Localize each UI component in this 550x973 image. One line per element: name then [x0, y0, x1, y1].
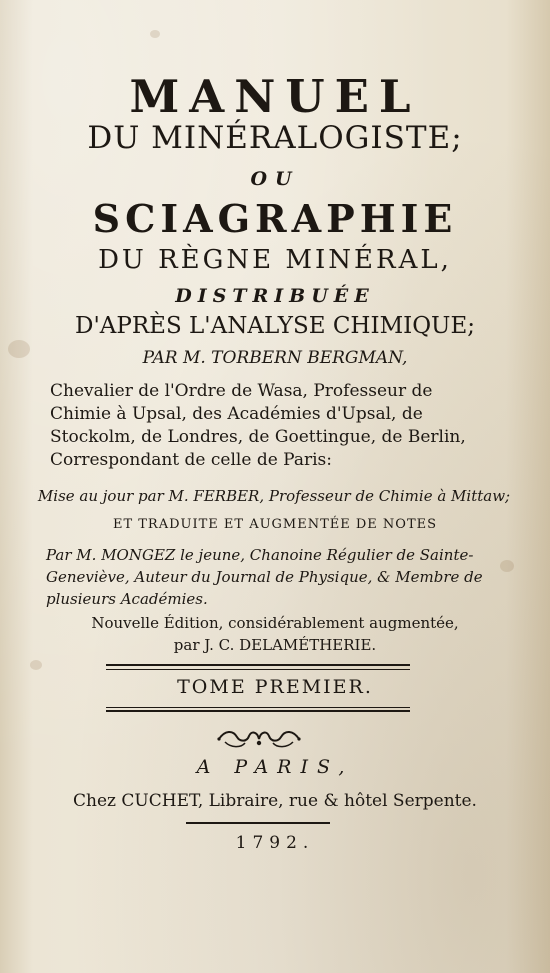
- double-rule-top-thin: [106, 669, 410, 670]
- translated-line: ET TRADUITE ET AUGMENTÉE DE NOTES: [112, 517, 438, 532]
- foxing-stain: [500, 560, 514, 572]
- title-line-ou: OU: [250, 168, 300, 190]
- augmented-by-line: par J. C. DELAMÉTHERIE.: [173, 636, 377, 654]
- imprint-year: 1792.: [235, 833, 315, 853]
- foxing-stain: [150, 30, 160, 38]
- imprint-city: A PARIS,: [196, 756, 354, 778]
- title-line-distribuee: DISTRIBUÉE: [175, 285, 375, 307]
- title-line-manuel: MANUEL: [129, 70, 421, 123]
- edition-line: Nouvelle Édition, considérablement augmentée,: [91, 614, 459, 632]
- imprint-rule: [186, 822, 330, 824]
- scroll-ornament-icon: [215, 728, 303, 750]
- foxing-stain: [30, 660, 42, 670]
- title-line-mineralogiste: DU MINÉRALOGISTE;: [87, 120, 463, 156]
- volume-label: TOME PREMIER.: [177, 676, 373, 698]
- author-credentials: Chevalier de l'Ordre de Wasa, Professeur de Chimie à Upsal, des Académies d'Upsal, de Stockolm, de Londres, de Goettingue, de Berlin, Correspondant de celle de Paris:: [50, 381, 466, 470]
- imprint-publisher: Chez CUCHET, Libraire, rue & hôtel Serpente.: [73, 791, 477, 811]
- title-line-regne-mineral: DU RÈGNE MINÉRAL,: [98, 245, 452, 275]
- double-rule-bottom: [106, 710, 410, 712]
- title-line-analyse-chimique: D'APRÈS L'ANALYSE CHIMIQUE;: [75, 313, 475, 339]
- author-byline: PAR M. TORBERN BERGMAN,: [142, 348, 408, 368]
- edited-by-line: Mise au jour par M. FERBER, Professeur de Chimie à Mittaw;: [37, 487, 511, 505]
- translator-line: Par M. MONGEZ le jeune, Chanoine Régulier de Sainte-Geneviève, Auteur du Journal de Physique, & Membre de plusieurs Académies.: [46, 546, 483, 608]
- double-rule-bottom-thin: [106, 707, 410, 708]
- double-rule-top: [106, 664, 410, 666]
- title-line-sciagraphie: SCIAGRAPHIE: [92, 196, 458, 241]
